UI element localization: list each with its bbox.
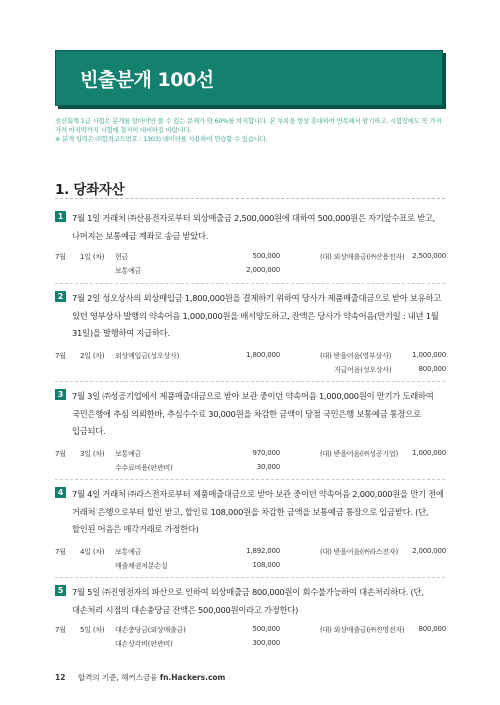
problem-number-badge: 4 xyxy=(55,487,66,498)
debit-account: 보통예금 xyxy=(115,449,142,458)
journal-entry xyxy=(55,547,445,575)
divider xyxy=(55,283,445,284)
credit-account: (대) 받을어음(㈜라스전자) xyxy=(320,547,399,556)
problem-3 xyxy=(55,388,445,477)
debit-account: 외상매입금(성오상사) xyxy=(115,351,180,360)
debit-amount: 500,000 xyxy=(252,252,280,260)
credit-account: (대) 외상매출금(㈜산용전자) xyxy=(320,253,405,261)
credit-amount: 2,500,000 xyxy=(412,252,446,260)
page-number: 12 xyxy=(55,673,66,682)
debit-amount: 2,000,000 xyxy=(246,266,280,274)
journal-entry xyxy=(55,351,445,379)
entry-day: 1일 (차) xyxy=(80,253,105,261)
footer-site-link[interactable]: fn.Hackers.com xyxy=(159,673,226,682)
divider xyxy=(55,479,445,480)
debit-amount: 500,000 xyxy=(252,625,280,633)
debit-account: 대손상각비(판관비) xyxy=(115,640,173,648)
entry-day: 4일 (차) xyxy=(80,547,105,556)
entry-month: 7월 xyxy=(55,253,66,261)
credit-account: (대) 받을어음(영부상사) xyxy=(320,351,392,360)
debit-account: 보통예금 xyxy=(115,547,142,556)
problem-text: 7월 3일 ㈜성공기업에서 제품매출대금으로 받아 보관 중이던 약속어음 1,000,000원이 만기가 도래하여 국민은행에 추심 의뢰한바, 추심수수료 30,000원을 차감한 금액이 당점 국민은행 보통예금 통장으로 입금되다. xyxy=(72,391,434,436)
divider xyxy=(55,381,445,382)
journal-row xyxy=(55,547,445,561)
problem-text: 7월 2일 성오상사의 외상매입금 1,800,000원을 결제하기 위하여 당사가 제품매출대금으로 받아 보유하고 있던 영부상사 발행의 약속어음 1,000,000원을 배서양도하고, 잔액은 당사가 약속어음(만기일 : 내년 1월 31일)을 발행하여 지급하다. xyxy=(72,293,441,338)
journal-row xyxy=(55,561,445,575)
debit-account: 현금 xyxy=(115,253,129,261)
problem-5 xyxy=(55,584,445,653)
debit-amount: 108,000 xyxy=(252,560,280,569)
entry-day: 2일 (차) xyxy=(80,351,105,360)
problem-4 xyxy=(55,486,445,575)
debit-amount: 970,000 xyxy=(252,448,280,457)
problem-1 xyxy=(55,210,445,280)
journal-entry xyxy=(55,449,445,477)
problem-number-badge: 5 xyxy=(55,585,66,596)
problem-number-badge: 1 xyxy=(55,211,66,222)
credit-account: (대) 받을어음(㈜성공기업) xyxy=(320,449,399,458)
journal-row xyxy=(55,463,445,477)
section-title: 1. 당좌자산 xyxy=(55,182,125,198)
entry-month: 7월 xyxy=(55,626,66,634)
credit-amount: 1,000,000 xyxy=(412,448,446,457)
credit-account: (대) 외상매출금(㈜진영전자) xyxy=(320,626,405,634)
entry-day: 5일 (차) xyxy=(80,626,105,634)
entry-day: 3일 (차) xyxy=(80,449,105,458)
journal-row xyxy=(55,351,445,365)
journal-entry xyxy=(55,625,445,653)
page-title: 빈출분개 100선 xyxy=(80,69,214,91)
debit-amount: 300,000 xyxy=(252,639,280,647)
debit-amount: 1,892,000 xyxy=(246,546,280,555)
journal-row xyxy=(55,639,445,653)
journal-row xyxy=(55,266,445,280)
journal-row xyxy=(55,449,445,463)
credit-amount: 2,000,000 xyxy=(412,546,446,555)
debit-amount: 1,800,000 xyxy=(246,350,280,359)
problem-text: 7월 1일 거래처 ㈜산용전자로부터 외상매출금 2,500,000원에 대하여 500,000원은 자기앞수표로 받고, 나머지는 보통예금 계좌로 송금 받았다. xyxy=(72,213,435,241)
problem-number-badge: 2 xyxy=(55,291,66,302)
page-footer xyxy=(55,672,225,683)
entry-month: 7월 xyxy=(55,547,66,556)
credit-amount: 800,000 xyxy=(418,625,446,633)
debit-account: 수수료비용(판관비) xyxy=(115,463,173,472)
debit-amount: 30,000 xyxy=(256,462,280,471)
intro-text xyxy=(55,117,445,144)
intro-note: ※ 분개 입력은 ㈜합격코드번호 : 1303) 데이터를 사용하여 연습할 수 있습니다. xyxy=(55,135,268,143)
footer-slogan: 합격의 기준, 해커스금융 xyxy=(77,673,158,682)
journal-row xyxy=(55,625,445,639)
credit-account: 지급어음(성오상사) xyxy=(334,365,392,374)
entry-month: 7월 xyxy=(55,449,66,458)
debit-account: 매출채권처분손실 xyxy=(115,561,168,570)
problem-text: 7월 4일 거래처 ㈜라스전자로부터 제품매출대금으로 받아 보관 중이던 약속어음 2,000,000원을 만기 전에 거래처 은행으로부터 할인 받고, 할인료 108,000원을 차감한 금액을 보통예금 통장으로 입금받다. (단, 할인된 어음은 매각거래로 가정한다) xyxy=(72,489,444,534)
problem-number-badge: 3 xyxy=(55,389,66,400)
debit-account: 보통예금 xyxy=(115,267,142,275)
journal-row xyxy=(55,252,445,266)
journal-row xyxy=(55,365,445,379)
section-divider xyxy=(55,198,445,199)
entry-month: 7월 xyxy=(55,351,66,360)
debit-account: 대손충당금(외상매출금) xyxy=(115,626,186,634)
credit-amount: 1,000,000 xyxy=(412,350,446,359)
credit-amount: 800,000 xyxy=(418,364,446,373)
intro-line-1: 전산회계 1급 시험은 분개를 알아야만 풀 수 있는 문제가 약 60%를 차지합니다. 본 부록을 항상 휴대하여 반복해서 암기하고, 시험장에도 꼭 가져가셔 마지막까지 시험에 철저히 대비하길 바랍니다. xyxy=(55,117,442,134)
problem-text: 7월 5일 ㈜진영전자의 파산으로 인하여 외상매출금 800,000원이 회수불가능하여 대손처리하다. (단, 대손처리 시점의 대손충당금 잔액은 500,000원이라고 가정한다) xyxy=(72,587,424,615)
divider xyxy=(55,577,445,578)
journal-entry xyxy=(55,252,445,280)
title-banner xyxy=(55,50,443,106)
problem-2 xyxy=(55,290,445,379)
